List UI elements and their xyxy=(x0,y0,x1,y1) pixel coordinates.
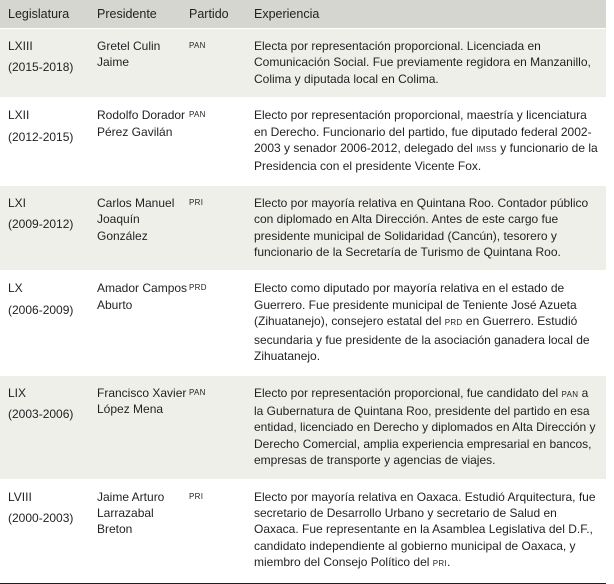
presidente-cell: Jaime Arturo Larrazabal Breton xyxy=(97,489,165,537)
partido-cell: PRD xyxy=(189,283,207,293)
presidente-cell: Rodolfo Dorador Pérez Gavilán xyxy=(97,108,186,139)
legislatura-cell xyxy=(0,98,97,185)
header-presidente: Presidente xyxy=(97,7,157,21)
partido-cell: PAN xyxy=(189,41,206,50)
experiencia-cell: Electo por mayoría relativa en Quintana Roo. Contador público con diplomado en Alta Dirección. Antes de este cargo fue presidente municipal de Solidaridad (Cancún), tesorero y funcionario de la Secretaría de Turismo de Quintana Roo. xyxy=(254,195,589,260)
experiencia-cell: Electa por representación proporcional. Licenciada en Comunicación Social. Fue previamente regidora en Manzanillo, Colima y diputada local en Colima. xyxy=(254,39,591,86)
legislatura-name: LXI xyxy=(8,195,27,210)
presidente-cell: Gretel Culin Jaime xyxy=(97,39,161,70)
presidente-cell: Francisco Xavier López Mena xyxy=(97,385,187,416)
legislatura-cell xyxy=(0,271,97,374)
legislatura-years: (2012-2015) xyxy=(8,129,74,144)
legislatura-cell xyxy=(0,480,97,583)
table-row xyxy=(0,479,606,583)
presidente-cell: Amador Campos Aburto xyxy=(97,281,188,312)
experiencia-text-a: Electo como diputado por mayoría relativa en el estado de Guerrero. Fue presidente municipal de Teniente José Azueta (Zihuatanejo), consejero estatal del xyxy=(254,281,577,329)
header-legislatura: Legislatura xyxy=(8,7,70,21)
table-row xyxy=(0,375,606,479)
legislatura-name: LXII xyxy=(8,108,30,123)
presidente-cell: Carlos Manuel Joaquín González xyxy=(97,195,175,243)
table-header xyxy=(0,0,606,28)
legislatura-years: (2006-2009) xyxy=(8,302,74,317)
table-row xyxy=(0,28,606,97)
legislatura-name: LX xyxy=(8,281,23,296)
legislatura-years: (2000-2003) xyxy=(8,510,74,525)
legislatura-name: LXIII xyxy=(8,39,33,53)
experiencia-acronym: PRI xyxy=(432,559,448,569)
legislatura-years: (2009-2012) xyxy=(8,217,74,232)
experiencia-text-b: . xyxy=(447,555,451,570)
experiencia-acronym: PRD xyxy=(444,318,463,328)
header-experiencia: Experiencia xyxy=(254,7,320,21)
experiencia-cell xyxy=(254,376,606,479)
header-partido: Partido xyxy=(189,7,229,21)
table-row xyxy=(0,270,606,374)
table-bottom-rule xyxy=(0,583,606,584)
table-row xyxy=(0,97,606,185)
partido-cell: PRI xyxy=(189,491,204,501)
experiencia-text-a: Electo por representación proporcional, fue candidato del xyxy=(254,385,562,400)
experiencia-text-a: Electo por mayoría relativa en Oaxaca. Estudió Arquitectura, fue secretario de Desarrollo Urbano y secretario de Salud en Oaxaca. Fue representante en la Asamblea Legislativa del D.F., candidato independiente al gobierno municipal de Oaxaca, y miembro del Consejo Político del xyxy=(254,489,596,570)
partido-cell: PAN xyxy=(189,387,206,397)
legislatura-name: LVIII xyxy=(8,489,32,504)
legislatura-years: (2015-2018) xyxy=(8,60,74,75)
experiencia-acronym: PAN xyxy=(561,389,579,399)
experiencia-text-b: a la Gubernatura de Quintana Roo, presidente del partido en esa entidad, licenciado en Derecho y diplomados en Alta Dirección y Derecho Comercial, amplia experiencia empresarial en bancos, empresas de transporte y agencias de viajes. xyxy=(254,385,596,468)
legislatura-cell xyxy=(0,29,97,97)
experiencia-cell xyxy=(254,271,606,374)
legislatura-cell xyxy=(0,376,97,479)
experiencia-text-b: en Guerrero. Estudió secundaria y fue presidente de la asociación ganadera local de Zihuatanejo. xyxy=(254,314,590,364)
experiencia-cell xyxy=(254,480,606,583)
experiencia-text-a: Electo por representación proporcional, maestría y licenciatura en Derecho. Funcionario del partido, fue diputado federal 2002-2003 y senador 2006-2012, delegado del xyxy=(254,108,592,156)
legislatura-cell xyxy=(0,186,97,271)
experiencia-cell xyxy=(254,98,606,185)
partido-cell: PRI xyxy=(189,197,204,207)
partido-cell: PAN xyxy=(189,110,206,120)
experiencia-text-b: y funcionario de la Presidencia con el presidente Vicente Fox. xyxy=(254,141,598,174)
table-row xyxy=(0,185,606,271)
legislatura-name: LIX xyxy=(8,385,27,400)
experiencia-acronym: IMSS xyxy=(476,145,497,155)
legislatura-years: (2003-2006) xyxy=(8,406,74,421)
